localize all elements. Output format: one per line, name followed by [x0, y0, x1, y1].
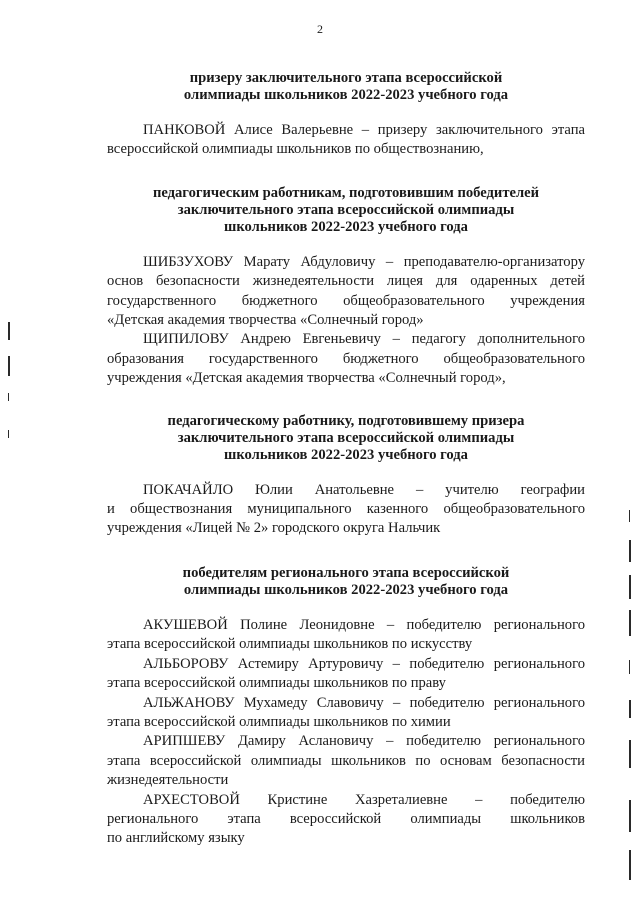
- section-heading: [107, 413, 585, 464]
- scan-mark: [629, 540, 631, 562]
- scan-mark: [629, 610, 631, 636]
- award-entry: [107, 655, 585, 694]
- entry-line: этапа всероссийской олимпиады школьников по праву: [107, 675, 446, 692]
- award-entry: [107, 481, 585, 539]
- entry-line: АЛЬЖАНОВУ Мухамеду Славовичу – победителю регионального: [143, 694, 585, 711]
- entry-line: АКУШЕВОЙ Полине Леонидовне – победителю регионального: [143, 616, 585, 633]
- section-regional-winners: [107, 565, 585, 849]
- scan-mark: [629, 740, 631, 768]
- entry-line: образования государственного бюджетного общеобразовательного: [107, 350, 585, 367]
- entry-line: учреждения «Лицей № 2» городского округа Нальчик: [107, 520, 441, 537]
- heading-line: педагогическому работнику, подготовившему призера: [167, 412, 525, 429]
- scan-mark: [8, 322, 10, 340]
- entry-line: регионального этапа всероссийской олимпиады школьников: [107, 810, 585, 827]
- heading-line: победителям регионального этапа всероссийской: [182, 564, 510, 581]
- heading-line: олимпиады школьников 2022-2023 учебного года: [183, 87, 509, 103]
- award-entry: [107, 330, 585, 388]
- entry-line: по английскому языку: [107, 830, 245, 847]
- entry-line: АЛЬБОРОВУ Астемиру Артуровичу – победителю регионального: [143, 655, 585, 672]
- entry-line: и обществознания муниципального казенного общеобразовательного: [107, 501, 585, 518]
- entry-line: АРХЕСТОВОЙ Кристине Хазреталиевне – победителю: [143, 791, 585, 808]
- section-heading: [107, 70, 585, 104]
- heading-line: заключительного этапа всероссийской олимпиады: [177, 429, 515, 446]
- entry-line: этапа всероссийской олимпиады школьников по химии: [107, 713, 451, 730]
- heading-line: школьников 2022-2023 учебного года: [224, 218, 468, 235]
- entry-line: всероссийской олимпиады школьников по обществознанию,: [107, 141, 484, 158]
- award-entry: [107, 253, 585, 331]
- entry-line: этапа всероссийской олимпиады школьников по искусству: [107, 636, 473, 653]
- award-entry: [107, 121, 585, 160]
- entry-line: государственного бюджетного общеобразовательного учреждения: [107, 292, 585, 309]
- scan-mark: [629, 510, 630, 522]
- scan-mark: [629, 800, 631, 832]
- page-number: 2: [317, 22, 323, 36]
- entry-line: «Детская академия творчества «Солнечный город»: [107, 312, 424, 329]
- award-entry: [107, 616, 585, 655]
- scan-mark: [8, 430, 9, 438]
- entry-line: учреждения «Детская академия творчества «Солнечный город»,: [107, 370, 506, 387]
- scan-mark: [629, 575, 631, 599]
- scan-mark: [629, 660, 630, 674]
- entry-line: жизнедеятельности: [107, 772, 229, 789]
- award-entry: [107, 791, 585, 849]
- entry-line: ПОКАЧАЙЛО Юлии Анатольевне – учителю географии: [143, 481, 585, 498]
- document-body: [107, 70, 585, 849]
- section-teacher-prize: [107, 413, 585, 539]
- entry-line: основ безопасности жизнедеятельности лицея для одаренных детей: [107, 273, 585, 290]
- entry-line: этапа всероссийской олимпиады школьников по основам безопасности: [107, 752, 585, 769]
- entry-line: ЩИПИЛОВУ Андрею Евгеньевичу – педагогу дополнительного: [143, 331, 585, 348]
- heading-line: олимпиады школьников 2022-2023 учебного года: [183, 581, 509, 598]
- section-heading: [107, 565, 585, 599]
- scan-mark: [629, 850, 631, 880]
- award-entry: [107, 732, 585, 790]
- section-heading: [107, 185, 585, 236]
- heading-line: педагогическим работникам, подготовившим победителей: [152, 184, 540, 201]
- award-entry: [107, 694, 585, 733]
- heading-line: заключительного этапа всероссийской олимпиады: [177, 201, 515, 218]
- scan-mark: [8, 356, 10, 376]
- entry-line: АРИПШЕВУ Дамиру Аслановичу – победителю регионального: [143, 733, 585, 750]
- section-teachers-winners: [107, 185, 585, 389]
- entry-line: ШИБЗУХОВУ Марату Абдуловичу – преподавателю-организатору: [143, 253, 585, 270]
- heading-line: призеру заключительного этапа всероссийской: [189, 70, 503, 86]
- heading-line: школьников 2022-2023 учебного года: [224, 446, 468, 463]
- scan-mark: [8, 393, 9, 401]
- entry-line: ПАНКОВОЙ Алисе Валерьевне – призеру заключительного этапа: [143, 122, 585, 138]
- section-prize-final-stage: [107, 70, 585, 160]
- scan-mark: [629, 700, 631, 718]
